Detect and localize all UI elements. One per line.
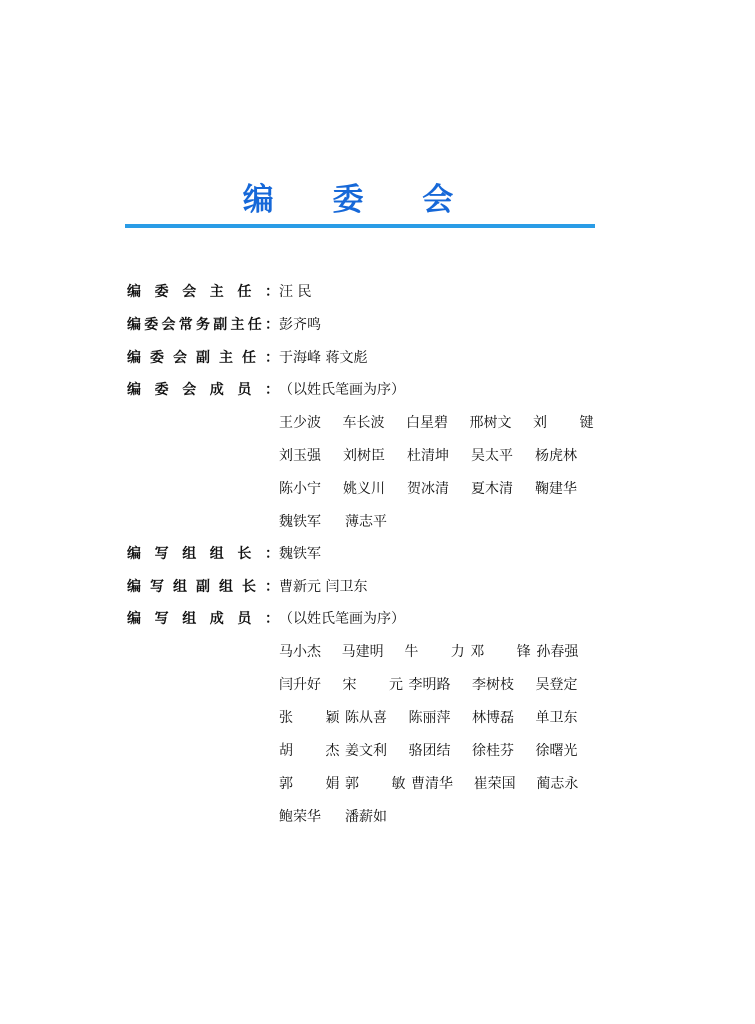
person-name: 宋 元	[342, 676, 417, 693]
name-row	[279, 733, 599, 766]
person-name: 杨虎林	[535, 447, 577, 464]
label-char: 务	[196, 316, 210, 333]
label-char: 写	[154, 545, 169, 562]
person-name: 刘树臣	[343, 447, 385, 464]
person-name: 孙春强	[536, 643, 579, 660]
label-char: 主	[209, 283, 224, 300]
label-char: ：	[264, 610, 279, 627]
group-leader-label	[127, 543, 279, 563]
group-leader-row	[127, 536, 597, 569]
person-name: 单卫东	[535, 709, 578, 726]
label-char: 任	[242, 349, 256, 366]
label-char: 副	[213, 316, 228, 333]
person-name: 吴太平	[471, 447, 513, 464]
person-name: 邓 锋	[470, 643, 545, 660]
name-row	[279, 471, 599, 504]
name-row	[279, 438, 599, 471]
board-members-list	[279, 405, 608, 537]
label-char: 任	[237, 283, 252, 300]
label-char: 编	[127, 578, 141, 595]
label-char: 成	[209, 610, 224, 627]
board-members-row	[127, 372, 597, 405]
board-members-label	[127, 379, 279, 399]
group-deputy-value: 曹新元 闫卫东	[279, 578, 368, 595]
person-name: 王少波	[279, 414, 321, 431]
person-name: 车长波	[342, 414, 385, 431]
person-name: 潘薪如	[345, 808, 387, 825]
person-name: 张 颖	[279, 709, 354, 726]
person-name: 杜清坤	[407, 447, 449, 464]
person-name: 李树枝	[472, 676, 514, 693]
label-char: 组	[182, 545, 197, 562]
person-name: 白星碧	[406, 414, 448, 431]
name-row	[279, 766, 599, 799]
group-members-label	[127, 608, 279, 628]
label-char: 组	[173, 578, 187, 595]
board-exec-deputy-row	[127, 307, 597, 340]
person-name: 陈丽萍	[408, 709, 451, 726]
person-name: 陈从喜	[345, 709, 387, 726]
label-char: 副	[196, 578, 210, 595]
person-name: 邢树文	[469, 414, 512, 431]
person-name: 曹清华	[411, 775, 453, 792]
label-char: 组	[209, 545, 224, 562]
label-char: 编	[127, 349, 141, 366]
group-deputy-row	[127, 569, 597, 602]
board-deputy-row	[127, 340, 597, 373]
label-char: ：	[265, 578, 279, 595]
board-exec-deputy-value: 彭齐鸣	[279, 316, 321, 333]
label-char: ：	[264, 381, 279, 398]
name-row	[279, 405, 608, 438]
label-char: 编	[127, 610, 141, 627]
page-title: 编 委 会	[242, 181, 478, 218]
board-members-note: （以姓氏笔画为序）	[279, 381, 405, 398]
person-name: 刘玉强	[279, 447, 321, 464]
person-name: 徐桂芬	[472, 742, 514, 759]
title-underline	[125, 224, 595, 228]
label-char: ：	[265, 349, 279, 366]
label-char: 副	[196, 349, 210, 366]
name-row	[279, 700, 599, 733]
label-char: ：	[265, 316, 279, 333]
person-name: 马小杰	[279, 643, 321, 660]
person-name: 林博磊	[472, 709, 514, 726]
person-name: 刘 键	[533, 414, 608, 431]
group-leader-value: 魏铁军	[279, 545, 321, 562]
name-row	[279, 504, 599, 537]
person-name: 吴登定	[535, 676, 578, 693]
label-char: 委	[154, 381, 169, 398]
name-row	[279, 667, 599, 700]
label-char: ：	[264, 545, 279, 562]
person-name: 马建明	[341, 643, 384, 660]
label-char: 组	[219, 578, 233, 595]
label-char: 委	[150, 349, 164, 366]
person-name: 贺冰清	[407, 480, 449, 497]
label-char: 成	[209, 381, 224, 398]
label-char: 编	[127, 316, 141, 333]
person-name: 姜文利	[345, 742, 387, 759]
label-char: 编	[127, 381, 141, 398]
person-name: 陈小宁	[279, 480, 321, 497]
person-name: 姚义川	[343, 480, 385, 497]
label-char: 编	[127, 545, 141, 562]
person-name: 魏铁军	[279, 513, 321, 530]
label-char: 会	[182, 283, 197, 300]
person-name: 牛 力	[404, 643, 479, 660]
label-char: 长	[242, 578, 256, 595]
person-name: 薄志平	[345, 513, 387, 530]
person-name: 骆团结	[408, 742, 451, 759]
name-row	[279, 634, 599, 667]
board-director-label	[127, 281, 279, 301]
group-members-note: （以姓氏笔画为序）	[279, 610, 405, 627]
person-name: 鞠建华	[535, 480, 577, 497]
person-name: 胡 杰	[279, 742, 354, 759]
label-char: ：	[264, 283, 279, 300]
label-char: 长	[237, 545, 252, 562]
group-members-list	[279, 634, 599, 832]
label-char: 员	[237, 381, 252, 398]
group-members-row	[127, 601, 597, 634]
person-name: 蔺志永	[536, 775, 579, 792]
board-director-value: 汪 民	[279, 283, 312, 300]
person-name: 闫升好	[279, 676, 321, 693]
label-char: 编	[127, 283, 141, 300]
label-char: 委	[144, 316, 159, 333]
board-deputy-label	[127, 347, 279, 367]
person-name: 夏木清	[471, 480, 513, 497]
label-char: 委	[154, 283, 169, 300]
label-char: 会	[182, 381, 197, 398]
person-name: 徐曙光	[535, 742, 578, 759]
label-char: 写	[154, 610, 169, 627]
person-name: 鲍荣华	[279, 808, 321, 825]
label-char: 主	[219, 349, 233, 366]
group-deputy-label	[127, 576, 279, 596]
name-row	[279, 799, 599, 832]
board-deputy-value: 于海峰 蒋文彪	[279, 349, 368, 366]
label-char: 任	[247, 316, 262, 333]
board-exec-deputy-label	[127, 314, 279, 334]
person-name: 郭 娟	[279, 775, 354, 792]
label-char: 会	[161, 316, 176, 333]
label-char: 组	[182, 610, 197, 627]
person-name: 郭 敏	[345, 775, 420, 792]
label-char: 写	[150, 578, 164, 595]
board-director-row	[127, 274, 597, 307]
person-name: 崔荣国	[473, 775, 516, 792]
label-char: 员	[237, 610, 252, 627]
label-char: 主	[230, 316, 245, 333]
label-char: 会	[173, 349, 187, 366]
label-char: 常	[178, 316, 193, 333]
person-name: 李明路	[408, 676, 451, 693]
